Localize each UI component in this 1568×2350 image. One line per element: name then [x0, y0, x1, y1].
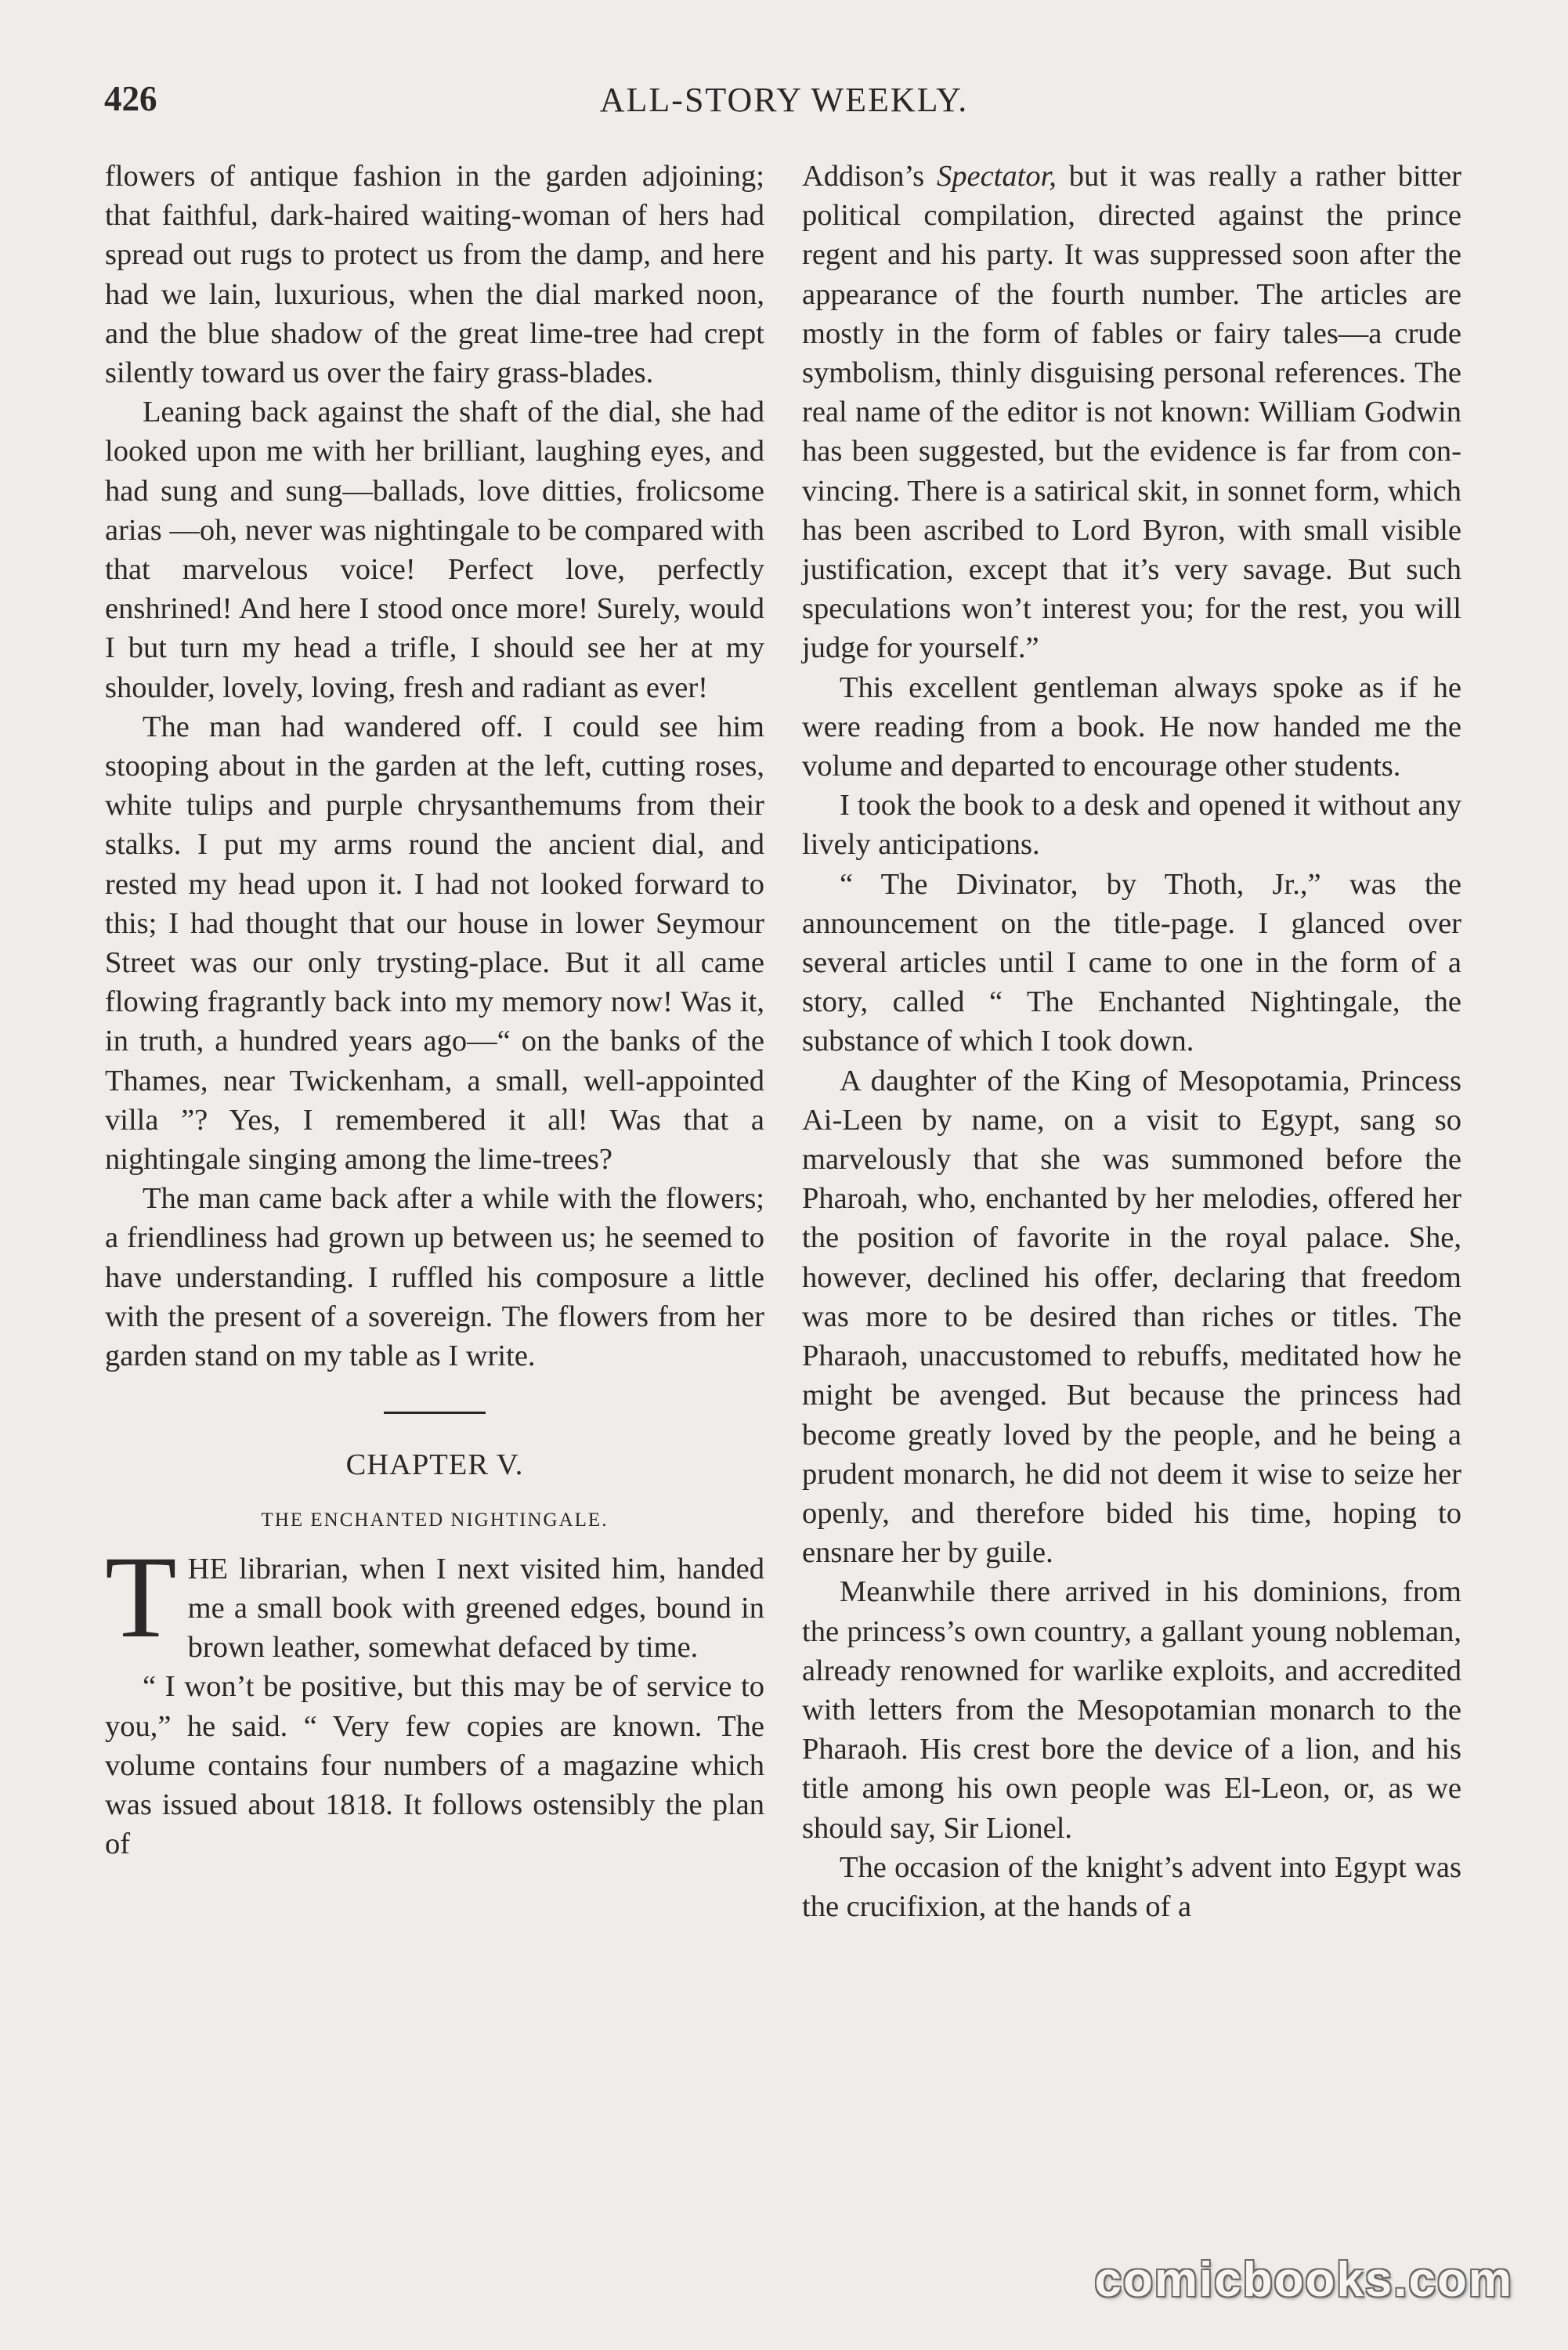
right-column	[802, 157, 1461, 1926]
chapter-subtitle: THE ENCHANTED NIGHTINGALE.	[261, 1509, 609, 1531]
right-paragraph-6: Meanwhile there arrived in his dominions, from the princess’s own country, a gallant young nobleman, already renowned for warlike exploits, and accredited with letters from the Mesopotamian monarch to the Pharaoh. His crest bore the device of a lion, and his title among his own people was El-Leon, or, as we should say, Sir Lionel.	[802, 1575, 1461, 1845]
left-paragraph-1: flowers of antique fashion in the garden adjoining; that faithful, dark-haired waiting-woman of hers had spread out rugs to protect us from the damp, and here had we lain, luxurious, when the dial marked noon, and the blue shadow of the great lime-tree had crept silently toward us over the fairy grass-blades.	[105, 160, 764, 390]
left-paragraph-4: The man came back after a while with the flowers; a friendliness had grown up between us; he seemed to have understanding. I ruffled his composure a little with the present of a sovereign. The flowers from her garden stand on my table as I write.	[105, 1182, 764, 1373]
running-title: ALL-STORY WEEKLY.	[599, 81, 969, 119]
spectator-title: Spectator,	[937, 160, 1057, 193]
left-paragraph-3: The man had wandered off. I could see him stooping about in the garden at the left, cutting roses, white tulips and purple chrysanthemums from their stalks. I put my arms round the ancient dial, and rested my head upon it. I had not looked forward to this; I had thought that our house in lower Seymour Street was our only trysting-place. But it all came flowing fragrantly back into my memory now! Was it, in truth, a hundred years ago—“ on the banks of the Thames, near Twickenham, a small, well-appointed villa ”? Yes, I remembered it all! Was that a nightingale singing among the lime-trees?	[105, 710, 764, 1177]
left-column	[105, 157, 764, 1864]
section-divider	[384, 1412, 486, 1414]
right-paragraph-4: “ The Divinator, by Thoth, Jr.,” was the announcement on the title-page. I glanced over several articles until I came to one in the form of a story, called “ The Enchanted Nightingale, the substance of which I took down.	[802, 867, 1461, 1058]
chapter-title: CHAPTER V.	[345, 1448, 524, 1482]
drop-cap: T	[105, 1531, 177, 1662]
right-paragraph-1	[802, 157, 1461, 668]
site-watermark: comicbooks.com	[1094, 2253, 1513, 2307]
right-paragraph-3: I took the book to a desk and opened it without any lively anticipations.	[802, 789, 1461, 862]
left-paragraph-librarian-quote: “ I won’t be positive, but this may be of service to you,” he said. “ Very few copies are known. The volume contains four numbers of a magazine which was issued about 1818. It follows ostensibly the plan of	[105, 1670, 764, 1861]
chapter-opening-text: HE librarian, when I next visited him, handed me a small book with greened edges, bound in brown leather, somewhat defaced by time.	[187, 1552, 764, 1665]
left-paragraph-2: Leaning back against the shaft of the dial, she had looked upon me with her brilliant, laughing eyes, and had sung and sung—ballads, love ditties, frolicsome arias —oh, never was nightingale to be compared with that marvelous voice! Perfect love, perfectly enshrined! And here I stood once more! Surely, would I but turn my head a trifle, I should see her at my shoulder, lovely, loving, fresh and radiant as ever!	[105, 396, 764, 704]
right-paragraph-5: A daughter of the King of Mesopotamia, Princess Ai-Leen by name, on a visit to Egypt, sang so marvelously that she was summoned before the Pharoah, who, enchanted by her melodies, offered her the position of favorite in the royal palace. She, however, declined his offer, declaring that freedom was more to be desired than riches or titles. The Pharaoh, unaccustomed to rebuffs, meditated how he might be avenged. But because the princess had become greatly loved by the people, and he being a prudent monarch, he did not deem it wise to seize her openly, and therefore bided his time, hoping to ensnare her by guile.	[802, 1064, 1461, 1570]
right-paragraph-1-rest: but it was really a rather bitter political compilation, directed against the prince regent and his party. It was suppressed soon after the appearance of the fourth number. The articles are mostly in the form of fables or fairy tales—a crude symbolism, thinly disguising personal references. The real name of the editor is not known: William Godwin has been suggested, but the evidence is far from convincing. There is a satirical skit, in sonnet form, which has been ascribed to Lord Byron, with small visible justification, except that it’s very savage. But such speculations won’t interest you; for the rest, you will judge for yourself.”	[802, 160, 1461, 665]
chapter-opening-paragraph	[105, 1531, 764, 1668]
page-number: 426	[104, 79, 157, 118]
right-paragraph-2: This excellent gentleman always spoke as if he were reading from a book. He now handed me the volume and departed to encourage other students.	[802, 671, 1461, 783]
right-paragraph-1-lead: Addison’s	[802, 160, 937, 193]
right-paragraph-7: The occasion of the knight’s advent into Egypt was the crucifixion, at the hands of a	[802, 1850, 1461, 1923]
